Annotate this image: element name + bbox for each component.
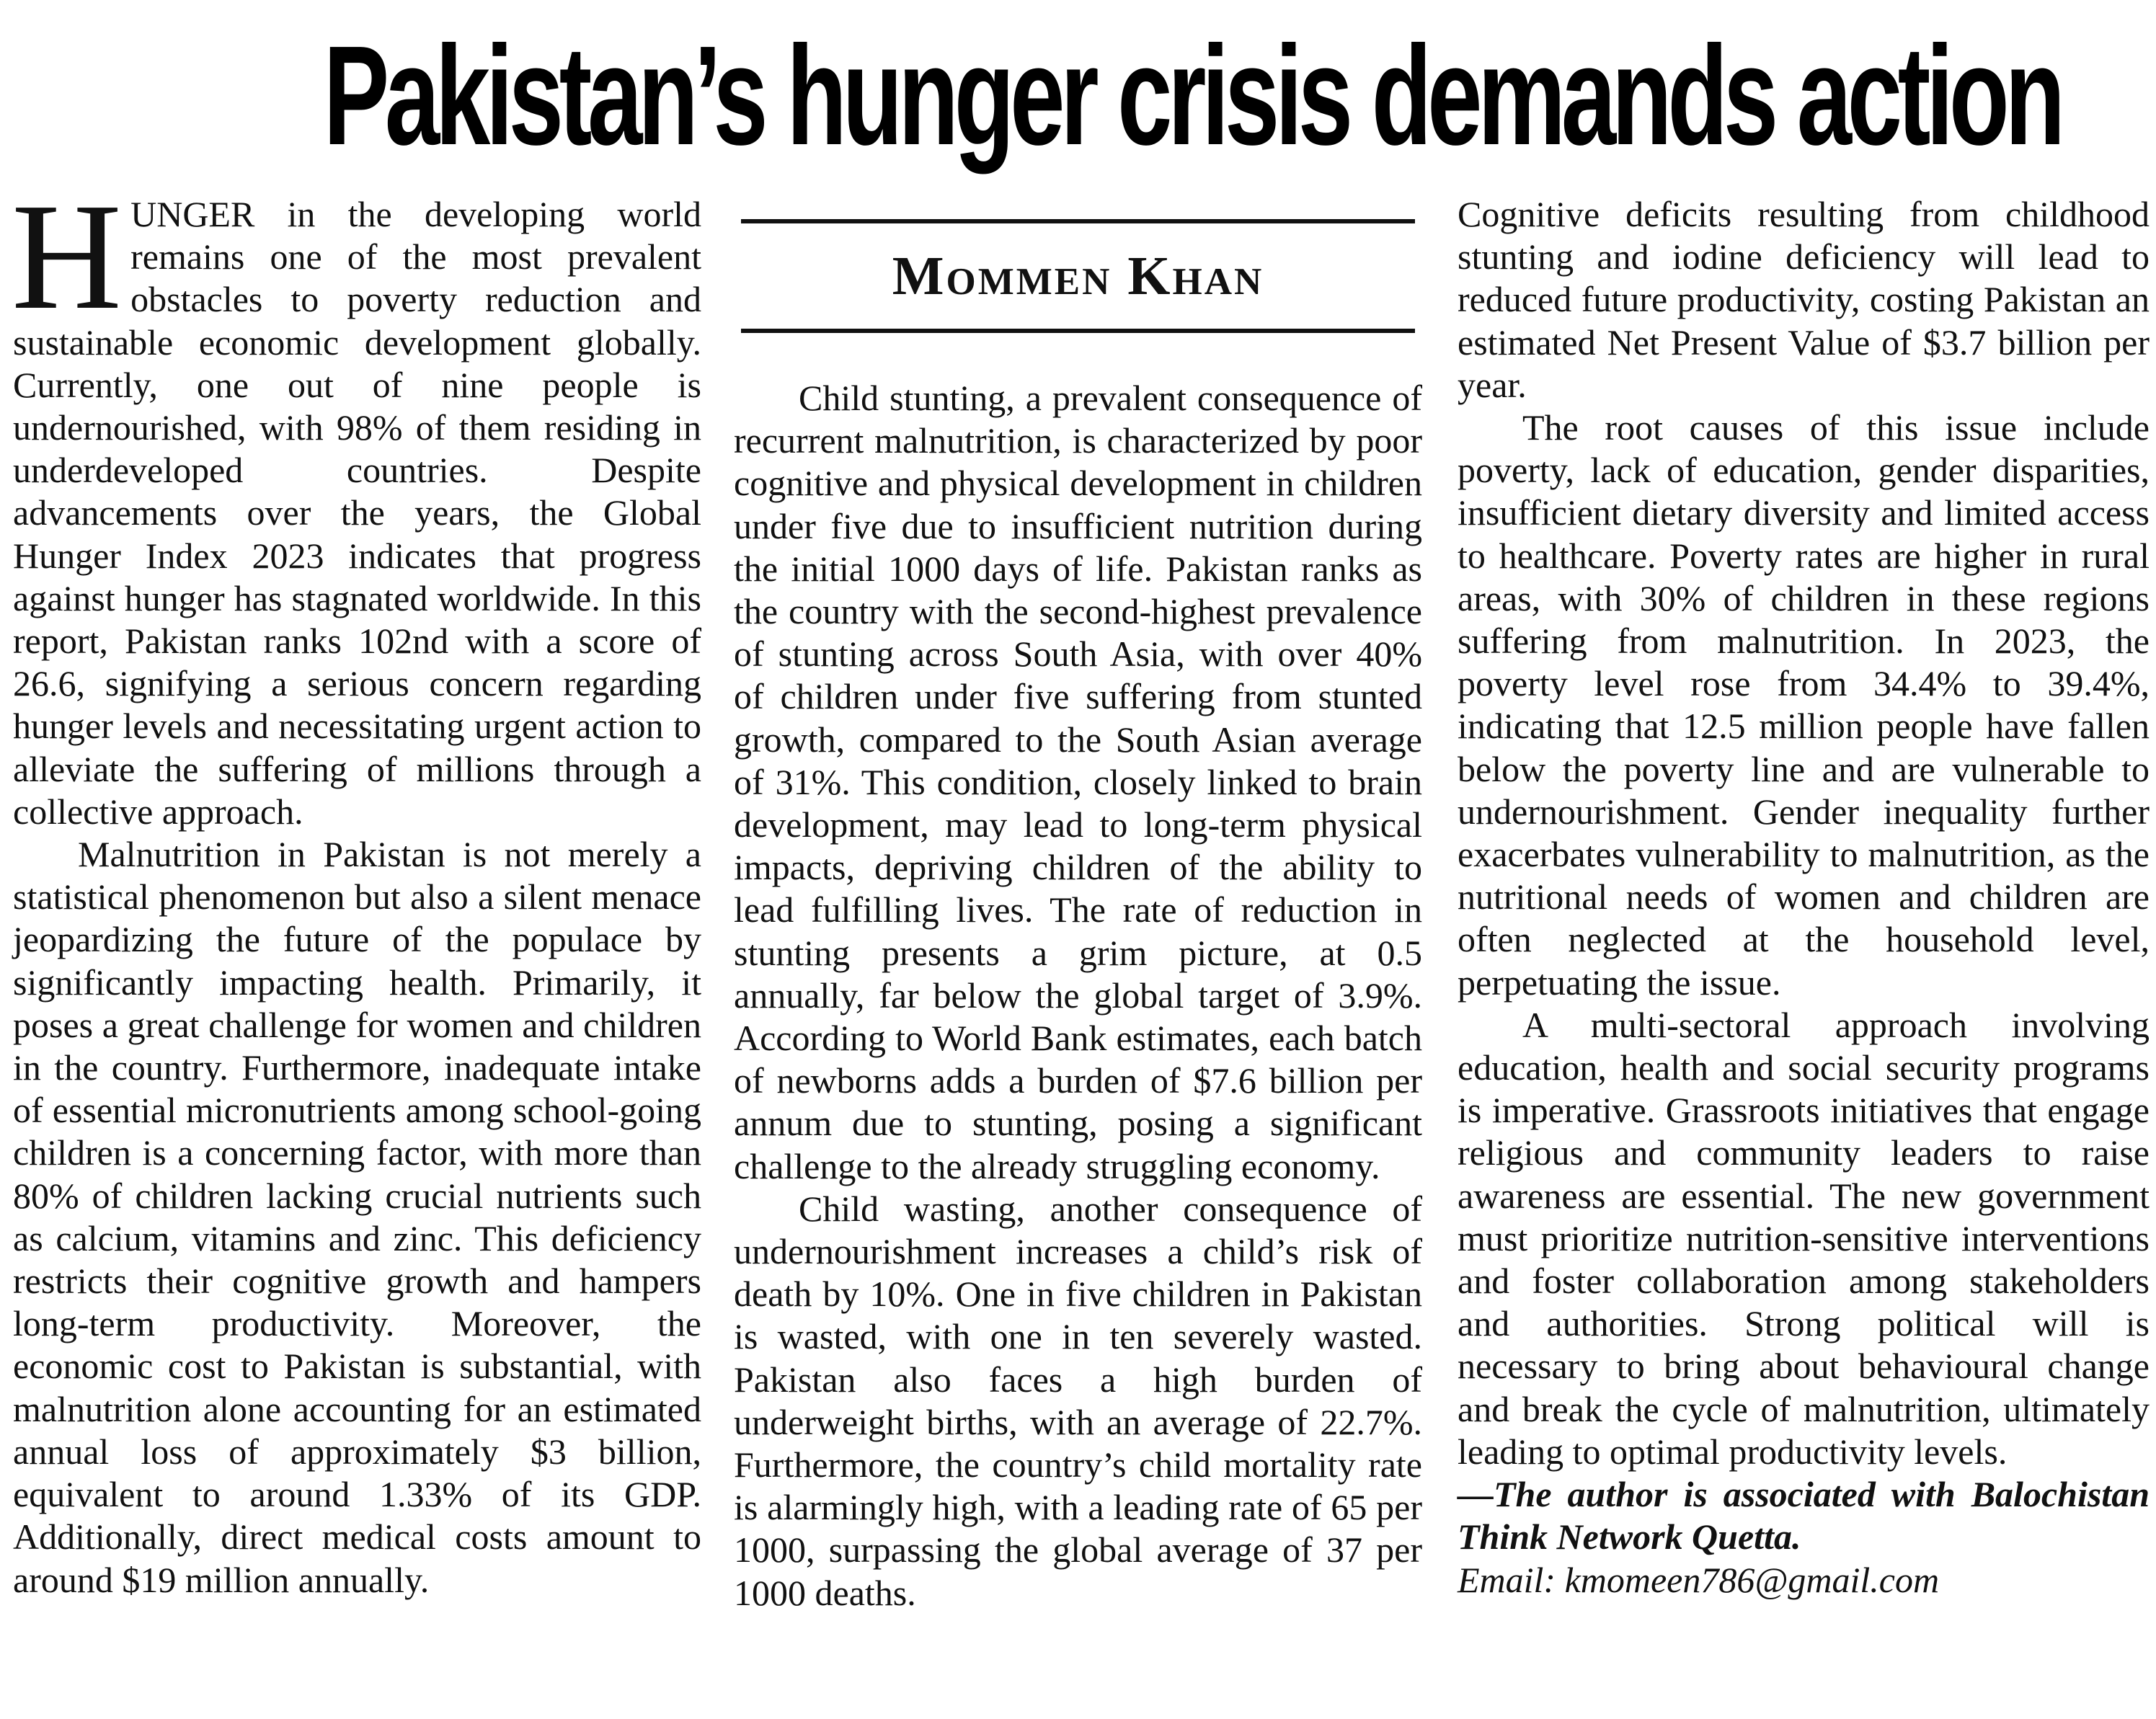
author-byline: Mommen Khan — [892, 246, 1264, 306]
byline-box — [734, 193, 1422, 377]
paragraph: Malnutrition in Pakistan is not merely a statistical phenomenon but also a silent menace jeopardizing the future of the populace by significantly impacting health. Primarily, it poses a great challenge for women and children in the country. Furthermore, inadequate intake of essential micronutrients among school-going children is a concerning factor, with more than 80% of children lacking crucial nutrients such as calcium, vitamins and zinc. This deficiency restricts their cognitive growth and hampers long-term productivity. Moreover, the economic cost to Pakistan is substantial, with malnutrition alone accounting for an estimated annual loss of approximately $3 billion, equivalent to around 1.33% of its GDP. Additionally, direct medical costs amount to around $19 million annually. — [13, 834, 701, 1600]
column-2 — [734, 193, 1422, 1614]
paragraph: Cognitive deficits resulting from childhood stunting and iodine deficiency will lead to reduced future productivity, costing Pakistan an estimated Net Present Value of $3.7 billion per year. — [1458, 194, 2150, 405]
author-email: Email: kmomeen786@gmail.com — [1458, 1559, 1940, 1600]
byline-rule-bottom — [741, 329, 1415, 333]
paragraph: Child stunting, a prevalent consequence of recurrent malnutrition, is characterized by poor cognitive and physical development in children under five due to insufficient nutrition during the initial 1000 days of life. Pakistan ranks as the country with the second-highest prevalence of stunting across South Asia, with over 40% of children under five suffering from stunted growth, compared to the South Asian average of 31%. This condition, closely linked to brain development, may lead to long-term physical impacts, depriving children of the ability to lead fulfilling lives. The rate of reduction in stunting presents a grim picture, at 0.5 annually, far below the global target of 3.9%. According to World Bank estimates, each batch of newborns adds a burden of $7.6 billion per annum due to stunting, posing a significant challenge to the already struggling economy. — [734, 378, 1422, 1186]
column-1 — [12, 172, 701, 1602]
author-note: —The author is associated with Balochistan Think Network Quetta. — [1458, 1474, 2150, 1558]
paragraph: The root causes of this issue include poverty, lack of education, gender disparities, insufficient dietary diversity and limited access to healthcare. Poverty rates are higher in rural areas, with 30% of children in these regions suffering from malnutrition. In 2023, the poverty level rose from 34.4% to 39.4%, indicating that 12.5 million people have fallen below the poverty line and are vulnerable to undernourishment. Gender inequality further exacerbates vulnerability to malnutrition, as the nutritional needs of women and children are often neglected at the household level, perpetuating the issue. — [1458, 407, 2150, 1003]
headline: Pakistan’s hunger crisis demands action — [323, 17, 2061, 174]
paragraph — [12, 172, 701, 833]
paragraph-text: UNGER in the developing world remains one of the most prevalent obstacles to poverty reduction and sustainable economic development globally. Currently, one out of nine people is undernourished, with 98% of them residing in underdeveloped countries. Despite advancements over the years, the Global Hunger Index 2023 indicates that progress against hunger has stagnated worldwide. In this report, Pakistan ranks 102nd with a score of 26.6, signifying a serious concern regarding hunger levels and necessitating urgent action to alleviate the suffering of millions through a collective approach. — [13, 194, 701, 832]
paragraph: A multi-sectoral approach involving education, health and social security programs is imperative. Grassroots initiatives that engage religious and community leaders to raise awareness are essential. The new government must prioritize nutrition-sensitive interventions and foster collaboration among stakeholders and authorities. Strong political will is necessary to bring about behavioural change and break the cycle of malnutrition, ultimately leading to optimal productivity levels. — [1458, 1004, 2150, 1472]
paragraph: Child wasting, another consequence of undernourishment increases a child’s risk of death by 10%. One in five children in Pakistan is wasted, with one in ten severely wasted. Pakistan also faces a high burden of underweight births, with an average of 22.7%. Furthermore, the country’s child mortality rate is alarmingly high, with a leading rate of 65 per 1000, surpassing the global average of 37 per 1000 deaths. — [734, 1188, 1422, 1613]
column-3 — [1458, 193, 2150, 1602]
drop-cap: H — [12, 172, 123, 341]
byline-rule-top — [741, 219, 1415, 223]
